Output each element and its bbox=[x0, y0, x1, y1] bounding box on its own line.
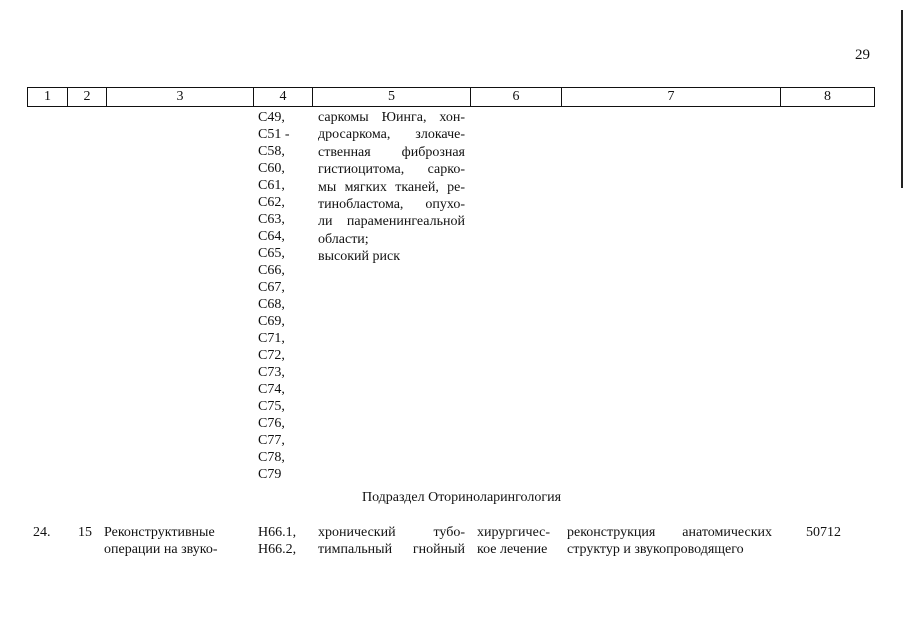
icd-code: C49, bbox=[258, 110, 285, 125]
icd-code: C65, bbox=[258, 246, 285, 261]
icd-code: C62, bbox=[258, 195, 285, 210]
icd-code: C64, bbox=[258, 229, 285, 244]
diagnosis-line: ственная фиброзная bbox=[318, 144, 465, 160]
column-header-2: 2 bbox=[68, 88, 107, 107]
column-header-6: 6 bbox=[471, 88, 562, 107]
icd-code: C63, bbox=[258, 212, 285, 227]
icd-code: C78, bbox=[258, 450, 285, 465]
column-header-1: 1 bbox=[28, 88, 68, 107]
diagnosis-line: высокий риск bbox=[318, 249, 401, 265]
diagnosis-line: тимпальный гнойный bbox=[318, 542, 465, 557]
procedure-name bbox=[104, 524, 218, 558]
icd-code: C60, bbox=[258, 161, 285, 176]
column-header-3: 3 bbox=[107, 88, 254, 107]
icd-code: C68, bbox=[258, 297, 285, 312]
right-margin-rule bbox=[901, 10, 903, 188]
row-group: 15 bbox=[78, 525, 92, 540]
column-header-7: 7 bbox=[562, 88, 781, 107]
row-number: 24. bbox=[33, 525, 51, 540]
subsection-title: Подраздел Оториноларингология bbox=[361, 490, 562, 505]
icd-code: H66.1, bbox=[258, 525, 297, 540]
icd-codes-column bbox=[258, 109, 290, 483]
row-codes bbox=[258, 524, 296, 558]
icd-code: C73, bbox=[258, 365, 285, 380]
column-number-header bbox=[27, 87, 875, 107]
diagnosis-line: саркомы Юинга, хон- bbox=[318, 110, 465, 125]
icd-code: C69, bbox=[258, 314, 285, 329]
diagnosis-line: ли параменингеальной bbox=[318, 214, 465, 230]
diagnosis-line: дросаркома, злокаче- bbox=[318, 127, 465, 143]
column-header-5: 5 bbox=[313, 88, 471, 107]
treatment-type bbox=[477, 524, 550, 558]
icd-code: C72, bbox=[258, 348, 285, 363]
icd-code: C77, bbox=[258, 433, 285, 448]
treatment-line: хирургичес- bbox=[477, 525, 551, 540]
icd-code: C71, bbox=[258, 331, 285, 346]
column-header-8: 8 bbox=[781, 88, 875, 107]
icd-code: C79 bbox=[258, 467, 282, 482]
treatment-line: кое лечение bbox=[477, 542, 548, 557]
diagnosis-line: области; bbox=[318, 231, 369, 247]
method-line: реконструкция анатомических bbox=[567, 525, 772, 540]
diagnosis-line: мы мягких тканей, ре- bbox=[318, 179, 465, 195]
icd-code: C76, bbox=[258, 416, 285, 431]
treatment-method bbox=[567, 524, 772, 558]
column-header-4: 4 bbox=[254, 88, 313, 107]
page-number: 29 bbox=[855, 47, 870, 63]
cost-value: 50712 bbox=[806, 525, 841, 540]
icd-code: C67, bbox=[258, 280, 285, 295]
diagnosis-line: гистиоцитома, сарко- bbox=[318, 162, 465, 178]
icd-code: C74, bbox=[258, 382, 285, 397]
diagnosis-line: тинобластома, опухо- bbox=[318, 197, 465, 213]
diagnosis-line: хронический тубо- bbox=[318, 525, 465, 540]
procedure-name-line: операции на звуко- bbox=[104, 542, 218, 557]
icd-code: C61, bbox=[258, 178, 285, 193]
procedure-name-line: Реконструктивные bbox=[104, 525, 215, 540]
icd-code: C75, bbox=[258, 399, 285, 414]
icd-code: C51 - bbox=[258, 127, 290, 142]
icd-code: H66.2, bbox=[258, 542, 297, 557]
row-diagnosis bbox=[318, 524, 465, 558]
diagnosis-column bbox=[318, 109, 465, 266]
method-line: структур и звукопроводящего bbox=[567, 542, 744, 557]
icd-code: C66, bbox=[258, 263, 285, 278]
icd-code: C58, bbox=[258, 144, 285, 159]
